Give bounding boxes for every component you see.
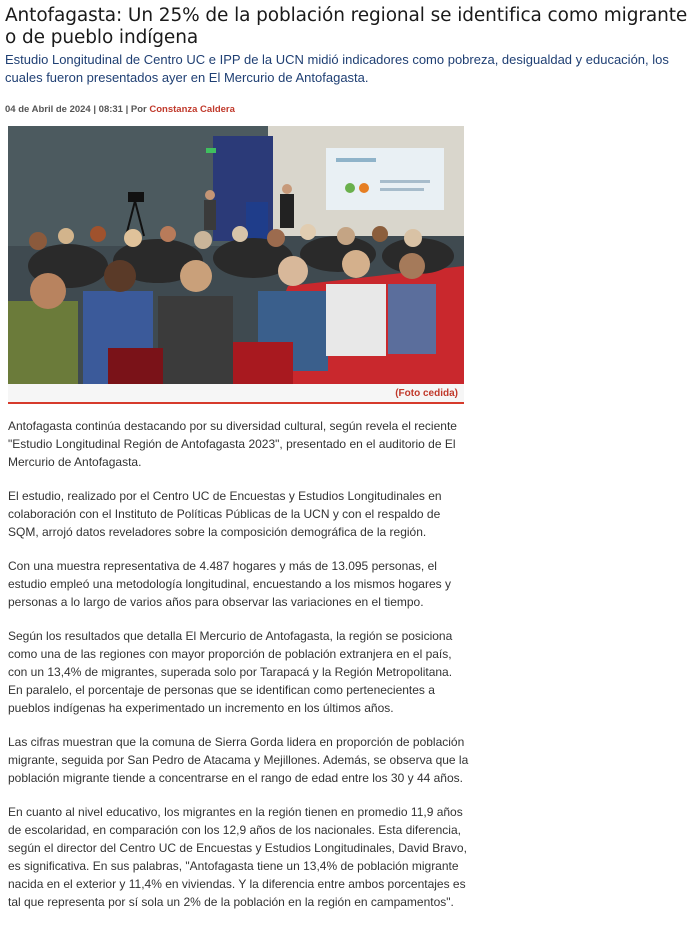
article-lead: Estudio Longitudinal de Centro UC e IPP de la UCN midió indicadores como pobreza, desigualdad y educación, los cuales fueron presentados ayer en El Mercurio de Antofagasta. — [5, 52, 669, 85]
auditorium-photo-image — [8, 126, 464, 384]
article-date: 04 de Abril de 2024 | 08:31 | Por — [5, 104, 150, 115]
body-paragraph: Antofagasta continúa destacando por su diversidad cultural, según revela el reciente "Estudio Longitudinal Región de Antofagasta 2023", presentado en el auditorio de El Mercurio de Antofagasta. — [8, 419, 457, 469]
article-meta — [5, 104, 235, 115]
photo-caption: (Foto cedida) — [395, 388, 458, 399]
article-headline: Antofagasta: Un 25% de la población regional se identifica como migrante o de pueblo indígena — [5, 5, 688, 48]
body-paragraph: En cuanto al nivel educativo, los migrantes en la región tienen en promedio 11,9 años de escolaridad, en comparación con los 12,9 años de los nacionales. Esta diferencia, según el director del Centro UC de Encuestas y Estudios Longitudinales, David Bravo, es significativa. En sus palabras, "Antofagasta tiene un 13,4% de población migrante nacida en el exterior y 11,4% en viviendas. Y la diferencia entre ambos porcentajes es tal que representa por sí sola un 2% de la población en la región en campamentos". — [8, 805, 467, 909]
body-paragraph: El estudio, realizado por el Centro UC de Encuestas y Estudios Longitudinales en colaboración con el Instituto de Políticas Públicas de la UCN y con el respaldo de SQM, arrojó datos reveladores sobre la composición demográfica de la región. — [8, 489, 442, 539]
body-paragraph: Las cifras muestran que la comuna de Sierra Gorda lidera en proporción de población migrante, seguida por San Pedro de Atacama y Mejillones. Además, se observa que la población migrante tiende a concentrarse en el rango de edad entre los 30 y 44 años. — [8, 735, 469, 785]
article-photo — [8, 126, 464, 404]
author-link[interactable]: Constanza Caldera — [149, 104, 235, 115]
article-body — [8, 417, 470, 927]
body-paragraph: Con una muestra representativa de 4.487 hogares y más de 13.095 personas, el estudio empleó una metodología longitudinal, encuestando a los mismos hogares y personas a lo largo de varios años para observar las variaciones en el tiempo. — [8, 559, 451, 609]
body-paragraph: Según los resultados que detalla El Mercurio de Antofagasta, la región se posiciona como una de las regiones con mayor proporción de población extranjera en el país, con un 13,4% de migrantes, superada solo por Tarapacá y la Región Metropolitana. En paralelo, el porcentaje de personas que se identifican como pertenecientes a pueblos indígenas ha experimentado un incremento en los últimos años. — [8, 629, 453, 715]
